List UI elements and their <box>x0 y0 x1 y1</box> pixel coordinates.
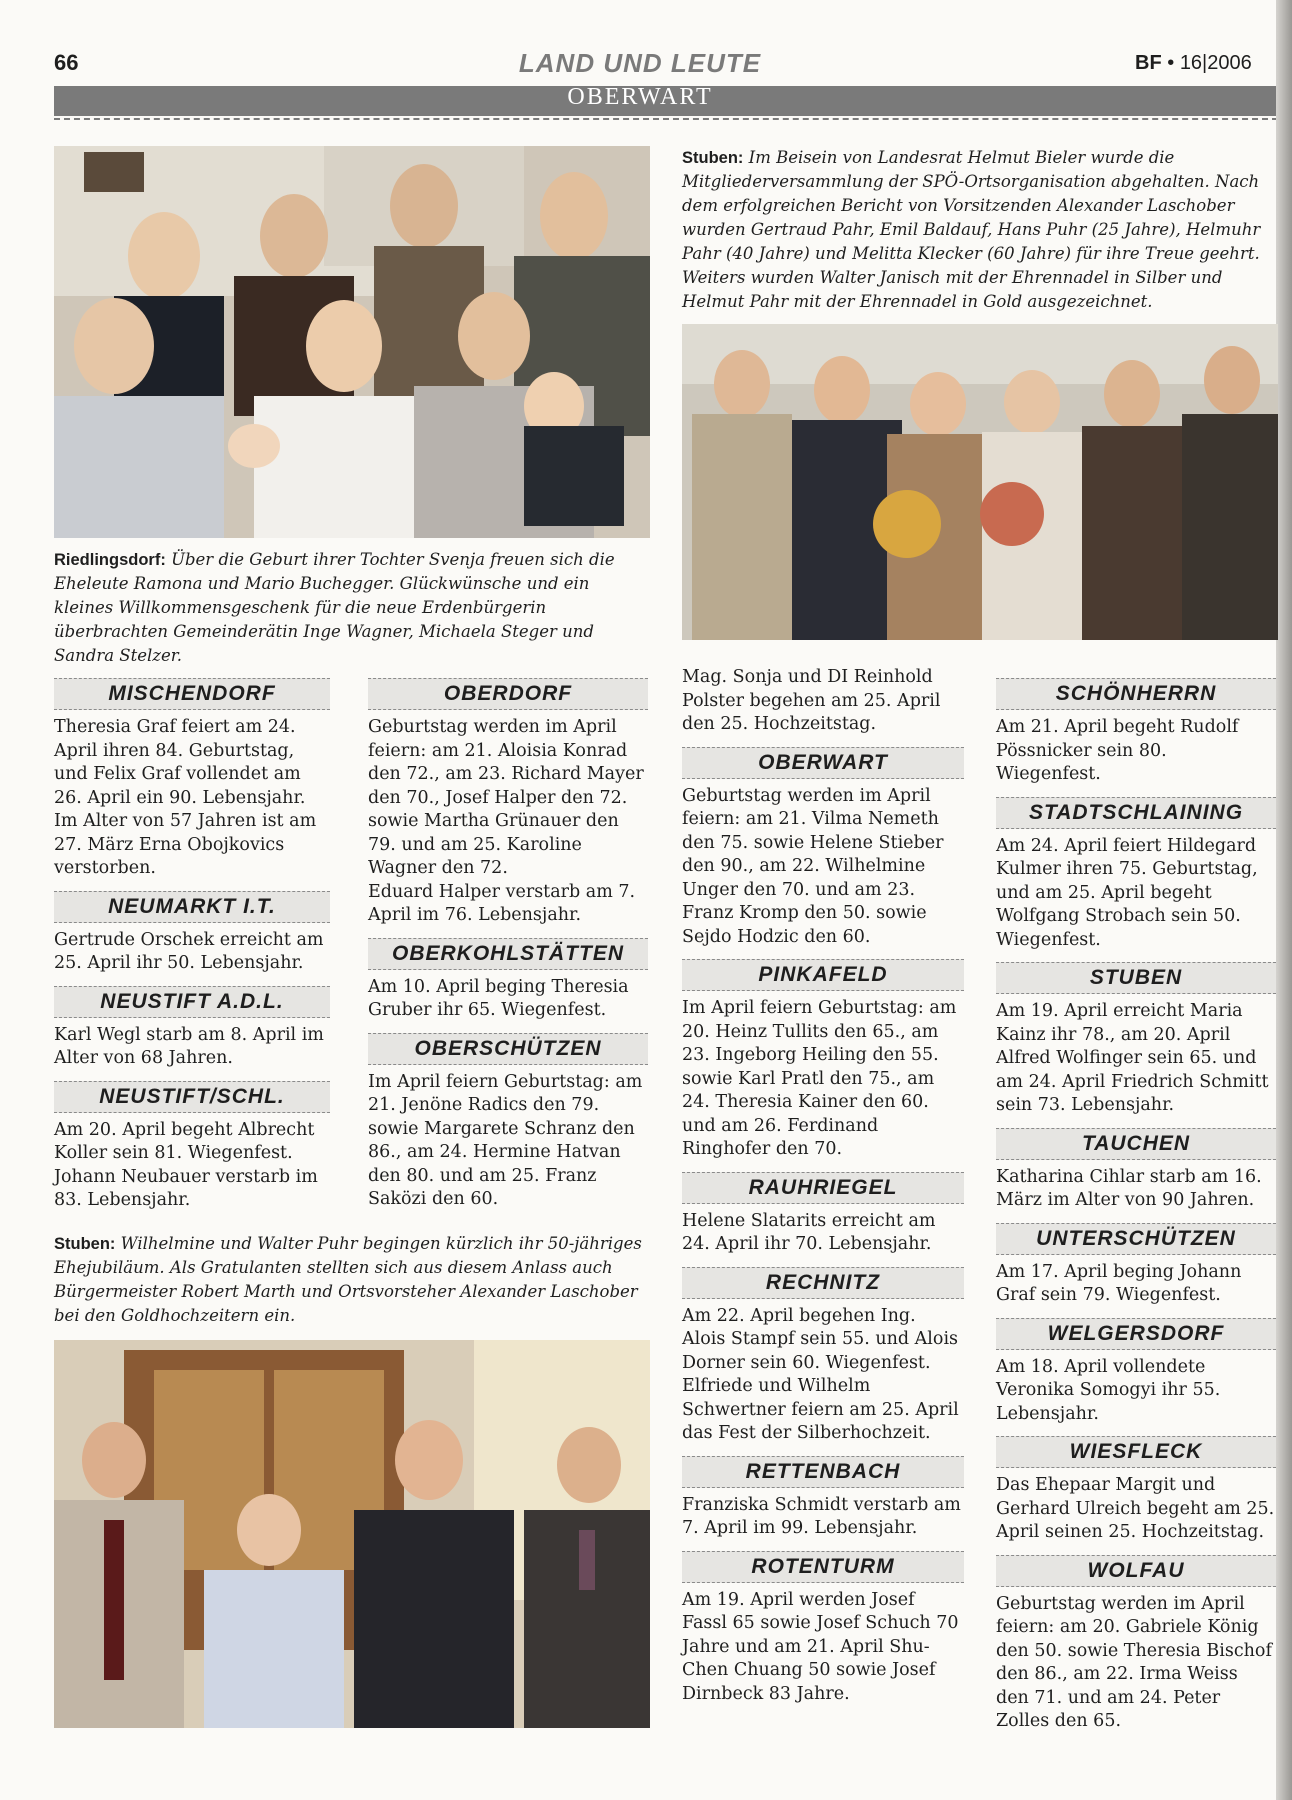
section-text: Am 22. April begehen Ing. Alois Stampf sein 55. und Alois Dorner sein 60. Wiegenfest. <box>682 1305 959 1373</box>
section-text: Franziska Schmidt verstarb am 7. April im 99. Lebensjahr. <box>682 1494 961 1538</box>
section-text: Elfriede und Wilhelm Schwertner feiern am 25. April das Fest der Silberhochzeit. <box>682 1376 959 1443</box>
section-heading: NEUMARKT I.T. <box>54 891 330 923</box>
section-heading: SCHÖNHERRN <box>996 678 1276 710</box>
section-oberdorf <box>368 678 648 928</box>
column-2 <box>368 668 648 1212</box>
caption-stuben-bottom <box>54 1232 650 1328</box>
section-heading: WIESFLECK <box>996 1436 1276 1468</box>
section-heading: OBERKOHLSTÄTTEN <box>368 938 648 970</box>
section-wolfau <box>996 1555 1276 1734</box>
issue-brand: BF <box>1135 52 1162 74</box>
section-heading: STUBEN <box>996 962 1276 994</box>
section-text: Am 18. April vollendete Veronika Somogyi ihr 55. Lebensjahr. <box>996 1356 1221 1424</box>
caption-stuben-top <box>682 146 1276 314</box>
section-heading: STADTSCHLAINING <box>996 797 1276 829</box>
section-schoenherrn <box>996 678 1276 787</box>
section-heading: UNTERSCHÜTZEN <box>996 1223 1276 1255</box>
section-heading: NEUSTIFT A.D.L. <box>54 986 330 1018</box>
header-divider <box>54 118 1278 120</box>
section-text: Theresia Graf feiert am 24. April ihren 84. Geburtstag, und Felix Graf vollendet am 26. April ein 90. Lebensjahr. Im Alter von 57 Jahren ist am 27. März Erna Obojkovics verstorben. <box>54 717 317 878</box>
caption-stuben-top-text: Im Beisein von Landesrat Helmut Bieler wurde die Mitgliederversammlung der SPÖ-Ortsorganisation abgehalten. Nach dem erfolgreichen Bericht von Vorsitzenden Alexander Laschober wurden Gertraud Pahr, Emil Baldauf, Hans Puhr (25 Jahre), Helmuhr Pahr (40 Jahre) und Melitta Klecker (60 Jahre) für ihre Treue geehrt. Weiters wurden Walter Janisch mit der Ehrennadel in Silber und Helmut Pahr mit der Ehrennadel in Gold ausgezeichnet. <box>682 148 1261 311</box>
section-oberschuetzen <box>368 1033 648 1212</box>
section-heading: MISCHENDORF <box>54 678 330 710</box>
section-heading: PINKAFELD <box>682 959 964 991</box>
caption-stuben-bottom-text: Wilhelmine und Walter Puhr begingen kürzlich ihr 50-jähriges Ehejubiläum. Als Gratulanten stellten sich aus diesem Anlass auch Bürgermeister Robert Marth und Ortsvorsteher Alexander Laschober bei den Goldhochzeitern ein. <box>54 1234 642 1325</box>
section-text: Am 10. April beging Theresia Gruber ihr 65. Wiegenfest. <box>368 976 629 1020</box>
photo-stuben-goldhochzeit <box>54 1340 650 1728</box>
column-4 <box>996 668 1276 1734</box>
section-text: Am 19. April werden Josef Fassl 65 sowie Josef Schuch 70 Jahre und am 21. April Shu-Chen Chuang 50 sowie Josef Dirnbeck 83 Jahre. <box>682 1589 959 1704</box>
section-text: Mag. Sonja und DI Reinhold Polster begehen am 25. April den 25. Hochzeitstag. <box>682 667 941 734</box>
column-1 <box>54 668 330 1213</box>
section-text: Das Ehepaar Margit und Gerhard Ulreich begeht am 25. April seinen 25. Hochzeitstag. <box>996 1475 1275 1542</box>
section-text: Am 21. April begeht Rudolf Pössnicker sein 80. Wiegenfest. <box>996 717 1239 784</box>
section-heading: TAUCHEN <box>996 1128 1276 1160</box>
section-text: Am 17. April beging Johann Graf sein 79. Wiegenfest. <box>996 1261 1242 1305</box>
section-rauhriegel <box>682 1172 964 1257</box>
section-welgersdorf <box>996 1318 1276 1427</box>
section-text: Am 19. April erreicht Maria Kainz ihr 78., am 20. April Alfred Wolfinger sein 65. und am 24. April Friedrich Schmitt sein 73. Lebensjahr. <box>996 1001 1269 1115</box>
section-title: LAND UND LEUTE <box>518 48 762 78</box>
issue-number: 16|2006 <box>1179 52 1252 74</box>
caption-riedlingsdorf <box>54 548 650 668</box>
section-text: Geburtstag werden im April feiern: am 21. Vilma Nemeth den 75. sowie Helene Stieber den 90., am 22. Wilhelmine Unger den 70. und am 23. Franz Kromp den 50. sowie Sejdo Hodzic den 60. <box>682 785 944 947</box>
section-text: Gertrude Orschek erreicht am 25. April ihr 50. Lebensjahr. <box>54 929 324 973</box>
section-heading: OBERSCHÜTZEN <box>368 1033 648 1065</box>
section-mischendorf <box>54 678 330 881</box>
section-text: Am 20. April begeht Albrecht Koller sein 81. Wiegenfest. Johann Neubauer verstarb im 83. Lebensjahr. <box>54 1119 318 1210</box>
caption-stuben-bottom-place: Stuben: <box>54 1235 116 1253</box>
section-text: Im April feiern Geburtstag: am 21. Jenöne Radics den 79. sowie Margarete Schranz den 86., am 24. Hermine Hatvan den 80. und am 25. Franz Saközi den 60. <box>368 1071 643 1209</box>
region-title: OBERWART <box>567 84 713 110</box>
section-heading: OBERWART <box>682 747 964 779</box>
issue-info <box>1135 52 1252 75</box>
section-rechnitz <box>682 1267 964 1446</box>
section-wiesfleck <box>996 1436 1276 1545</box>
section-pinkafeld <box>682 959 964 1162</box>
photo-stuben-spoe-image <box>682 324 1278 640</box>
section-text: Geburtstag werden im April feiern: am 20. Gabriele König den 50. sowie Theresia Bischof den 86., am 22. Irma Weiss den 71. und am 24. Peter Zolles den 65. <box>996 1593 1272 1731</box>
issue-separator: • <box>1167 52 1175 74</box>
section-heading: RETTENBACH <box>682 1456 964 1488</box>
caption-riedlingsdorf-text: Über die Geburt ihrer Tochter Svenja freuen sich die Eheleute Ramona und Mario Buchegger. Glückwünsche und ein kleines Willkommensgeschenk für die neue Erdenbürgerin überbrachten Gemeinderätin Inge Wagner, Michaela Steger und Sandra Stelzer. <box>54 550 615 665</box>
section-heading: WOLFAU <box>996 1555 1276 1587</box>
section-heading: OBERDORF <box>368 678 648 710</box>
section-rettenbach <box>682 1456 964 1541</box>
section-unterschuetzen <box>996 1223 1276 1308</box>
section-heading: WELGERSDORF <box>996 1318 1276 1350</box>
section-tauchen <box>996 1128 1276 1213</box>
section-text: Geburtstag werden im April feiern: am 21. Aloisia Konrad den 72., am 23. Richard Mayer den 70., Josef Halper den 72. sowie Martha Grünauer den 79. und am 25. Karoline Wagner den 72. <box>368 717 644 878</box>
caption-riedlingsdorf-place: Riedlingsdorf: <box>54 551 166 569</box>
photo-riedlingsdorf-image <box>54 146 650 538</box>
page-number: 66 <box>54 50 79 75</box>
section-heading: ROTENTURM <box>682 1551 964 1583</box>
section-text: Im April feiern Geburtstag: am 20. Heinz Tullits den 65., am 23. Ingeborg Heiling den 55. sowie Karl Pratl den 75., am 24. Theresia Kainer den 60. und am 26. Ferdinand Ringhofer den 70. <box>682 998 957 1159</box>
photo-riedlingsdorf <box>54 146 650 538</box>
section-oberwart <box>682 747 964 950</box>
section-text: Am 24. April feiert Hildegard Kulmer ihren 75. Geburtstag, und am 25. April begeht Wolfgang Strobach sein 50. Wiegenfest. <box>996 835 1258 950</box>
column-3 <box>682 666 964 1706</box>
section-heading: RECHNITZ <box>682 1267 964 1299</box>
section-text: Eduard Halper verstarb am 7. April im 76. Lebensjahr. <box>368 881 636 925</box>
section-neustift-adl <box>54 986 330 1071</box>
page-gutter-shadow <box>1276 0 1292 1800</box>
section-stuben <box>996 962 1276 1118</box>
section-heading: NEUSTIFT/SCHL. <box>54 1081 330 1113</box>
caption-stuben-top-place: Stuben: <box>682 149 744 167</box>
section-text: Karl Wegl starb am 8. April im Alter von 68 Jahren. <box>54 1024 324 1068</box>
section-neumarkt <box>54 891 330 976</box>
section-oberkohlstaetten <box>368 938 648 1023</box>
section-text: Katharina Cihlar starb am 16. März im Alter von 90 Jahren. <box>996 1166 1262 1210</box>
photo-stuben-spoe <box>682 324 1278 640</box>
photo-stuben-goldhochzeit-image <box>54 1340 650 1728</box>
section-text: Helene Slatarits erreicht am 24. April ihr 70. Lebensjahr. <box>682 1210 936 1254</box>
section-neustift-schl <box>54 1081 330 1213</box>
section-heading: RAUHRIEGEL <box>682 1172 964 1204</box>
section-stadtschlaining <box>996 797 1276 953</box>
section-rotenturm <box>682 1551 964 1707</box>
